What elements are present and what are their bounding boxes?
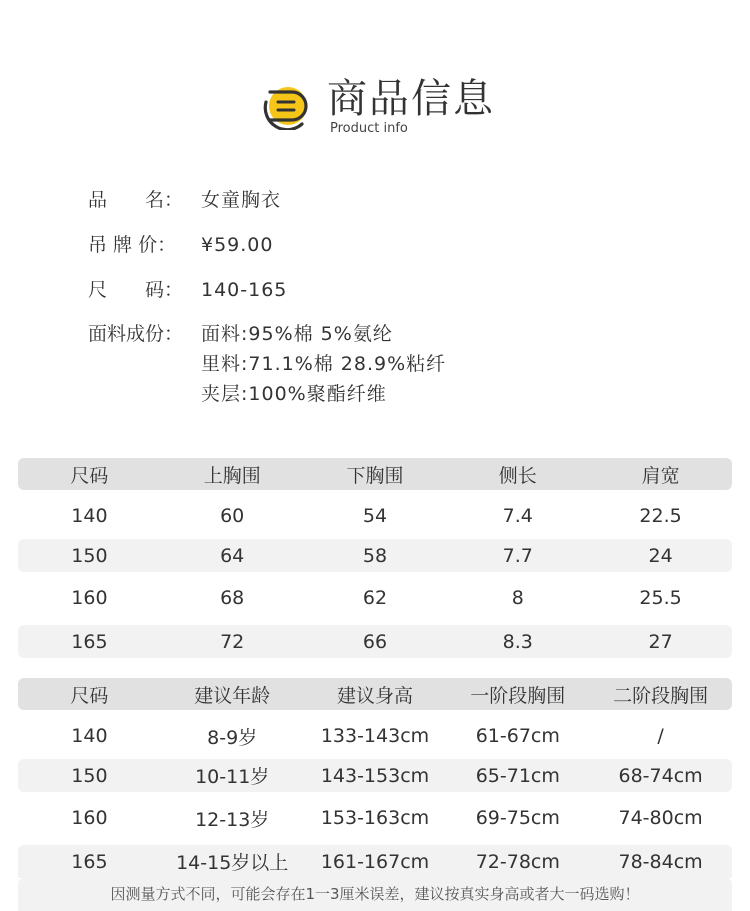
header-cell: 侧长 [498, 464, 537, 487]
table-cell: 72 [220, 630, 245, 653]
table-row [18, 720, 732, 752]
table-cell: 58 [362, 544, 388, 567]
fabric-line: 面料:95%棉 5%氨纶 [201, 323, 393, 345]
table-row [18, 802, 732, 834]
header-cell: 建议身高 [336, 684, 413, 707]
table-cell: 72-78cm [475, 850, 560, 873]
table-cell: / [657, 725, 664, 747]
document-lines-icon [262, 82, 314, 130]
table-cell: 65-71cm [475, 764, 560, 787]
table-header [18, 458, 732, 490]
table-cell: 165 [71, 850, 108, 873]
table-cell: 7.7 [502, 544, 533, 567]
header-cell: 建议年龄 [194, 684, 271, 707]
table-cell: 161-167cm [320, 850, 430, 873]
table-cell: 143-153cm [320, 764, 430, 787]
table-cell: 133-143cm [320, 725, 430, 747]
table-row [18, 625, 732, 658]
table-cell: 22.5 [639, 505, 682, 527]
table-row [18, 759, 732, 792]
table-cell: 60 [220, 505, 245, 527]
table-row [18, 845, 732, 878]
size-value: 140-165 [201, 279, 288, 301]
table-cell: 8.3 [502, 630, 533, 653]
table-cell: 61-67cm [475, 725, 560, 747]
table-cell: 64 [220, 544, 245, 567]
table-cell: 27 [648, 630, 673, 653]
header-cell: 尺码 [70, 464, 109, 487]
table-cell: 10-11岁 [195, 766, 270, 788]
table-cell: 8 [511, 587, 524, 609]
table-cell: 69-75cm [475, 807, 560, 829]
table-cell: 68-74cm [618, 764, 703, 787]
table-cell: 165 [71, 630, 108, 653]
size-label: 尺 码： [88, 279, 184, 301]
table-header [18, 678, 732, 710]
table-cell: 25.5 [639, 587, 682, 609]
table-cell: 140 [71, 725, 108, 747]
table-cell: 140 [71, 505, 108, 527]
header-cell: 上胸围 [203, 464, 261, 487]
table-row [18, 539, 732, 572]
price-label: 吊 牌 价： [88, 234, 177, 256]
header-cell: 下胸围 [346, 464, 404, 487]
page-subtitle: Product info [330, 121, 408, 136]
table-cell: 150 [71, 764, 108, 787]
table-cell: 68 [220, 587, 245, 609]
measurement-note: 因测量方式不同，可能会存在1一3厘米误差，建议按真实身高或者大一码选购！ [18, 878, 732, 911]
name-value: 女童胸衣 [201, 189, 282, 211]
table-cell: 12-13岁 [195, 808, 270, 831]
table-cell: 160 [71, 807, 108, 829]
table-cell: 78-84cm [618, 850, 703, 873]
fabric-label: 面料成份： [88, 323, 184, 345]
fabric-line: 里料:71.1%棉 28.9%粘纤 [201, 353, 447, 375]
table-cell: 54 [362, 505, 388, 527]
header-cell: 肩宽 [641, 464, 680, 487]
table-cell: 7.4 [502, 505, 533, 527]
table-cell: 62 [362, 587, 388, 609]
page-title: 商品信息 [327, 76, 495, 122]
header-cell: 尺码 [70, 684, 109, 707]
name-label: 品 名： [88, 189, 184, 211]
info-row-fabric [88, 323, 728, 413]
table-cell: 150 [71, 544, 108, 567]
table-row [18, 582, 732, 614]
table-cell: 74-80cm [618, 807, 703, 829]
fabric-line: 夹层:100%聚酯纤维 [201, 383, 387, 405]
table-cell: 153-163cm [320, 807, 430, 829]
table-cell: 160 [71, 587, 108, 609]
section-header [0, 0, 750, 150]
table-cell: 14-15岁以上 [176, 852, 289, 874]
table-row [18, 500, 732, 532]
price-value: ¥59.00 [201, 234, 274, 256]
header-cell: 二阶段胸围 [613, 684, 709, 707]
header-cell: 一阶段胸围 [470, 684, 566, 707]
table-cell: 24 [648, 544, 673, 567]
table-cell: 66 [362, 630, 388, 653]
table-cell: 8-9岁 [207, 726, 258, 749]
